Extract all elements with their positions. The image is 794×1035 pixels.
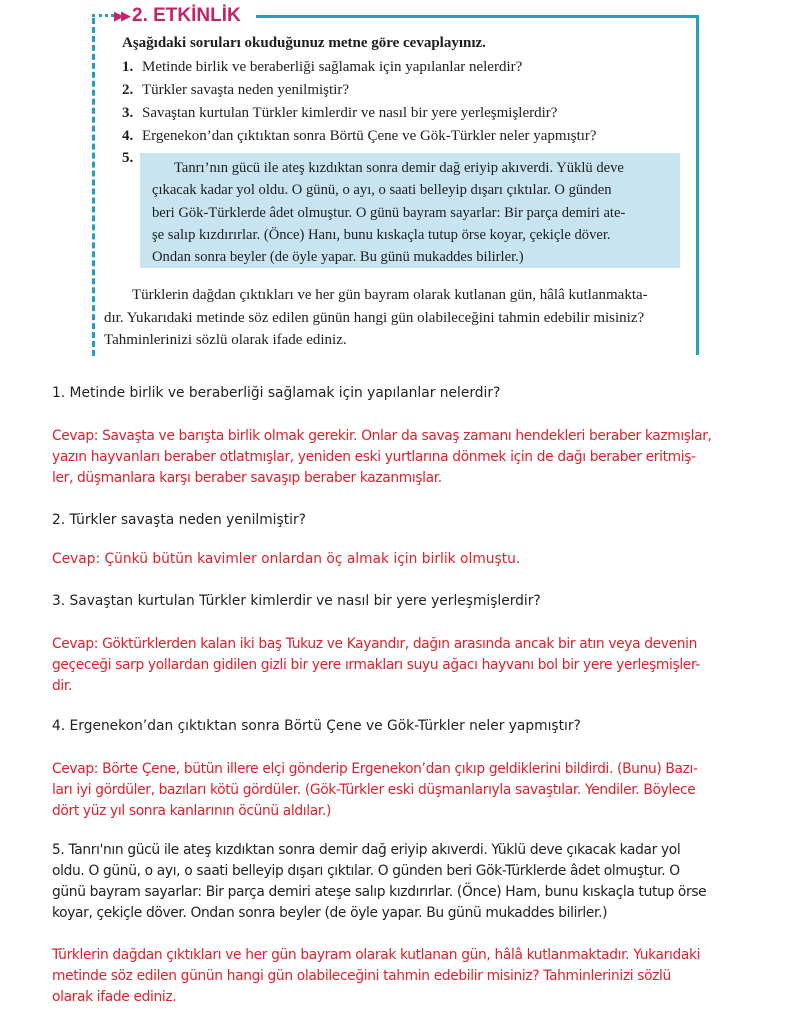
book-question-4 xyxy=(122,128,692,145)
activity-instruction: Aşağıdaki soruları okuduğunuz metne göre cevaplayınız. xyxy=(122,35,486,51)
question-text: Ergenekon’dan çıktıktan sonra Börtü Çene ve Gök-Türkler neler yapmıştır? xyxy=(142,128,597,144)
answer-line: olarak ifade ediniz. xyxy=(52,989,177,1005)
question-number: 2. xyxy=(122,82,134,98)
excerpt-line: Tanrı’nın gücü ile ateş kızdıktan sonra demir dağ eriyip akıverdi. Yüklü deve xyxy=(174,160,624,176)
answer-line: ler, düşmanlara karşı beraber savaşıp beraber kazanmışlar. xyxy=(52,470,442,486)
activity-header xyxy=(114,4,245,28)
question-number: 3. xyxy=(122,105,134,121)
answer-line: yazın hayvanları beraber otlatmışlar, yeniden eski yurtlarına dönmek için de dağı beraber eritmiş- xyxy=(52,449,696,465)
question-number: 4. xyxy=(122,128,134,144)
question-line: günü bayram sayarlar: Bir parça demiri ateşe salıp kızdırırlar. (Önce) Ham, bunu kıskaçla tutup örse xyxy=(52,884,707,900)
excerpt-line: beri Gök-Türklerde âdet olmuştur. O günü bayram sayarlar: Bir parça demiri ate- xyxy=(152,204,626,221)
answer-3 xyxy=(52,634,762,697)
question-line: oldu. O günü, o ayı, o saati belleyip dışarı çıktılar. O günden beri Gök-Türklerde âdet olmuştur. O xyxy=(52,863,680,879)
answer-line: ları iyi gördüler, bazıları kötü gördüler. (Gök-Türkler eski düşmanlarıyla savaştılar. Yendiler. Böylece xyxy=(52,782,696,798)
closing-line: Tahminlerinizi sözlü olarak ifade ediniz. xyxy=(104,332,347,348)
answer-2 xyxy=(52,549,762,570)
question-line: 5. Tanrı'nın gücü ile ateş kızdıktan sonra demir dağ eriyip akıverdi. Yüklü deve çıkacak kadar yol xyxy=(52,842,681,858)
answer-question-2: 2. Türkler savaşta neden yenilmiştir? xyxy=(52,512,306,528)
answer-question-3: 3. Savaştan kurtulan Türkler kimlerdir ve nasıl bir yere yerleşmişlerdir? xyxy=(52,593,541,609)
question-text: Türkler savaşta neden yenilmiştir? xyxy=(142,82,350,98)
answer-line: Cevap: Göktürklerden kalan iki baş Tukuz ve Kayandır, dağın arasında ancak bir atın veya devenin xyxy=(52,636,698,652)
excerpt-line: çıkacak kadar yol oldu. O günü, o ayı, o saati belleyip dışarı çıktılar. O günden xyxy=(152,182,612,199)
closing-line: dır. Yukarıdaki metinde söz edilen günün hangi gün olabileceğini tahmin edebilir misiniz? xyxy=(104,309,645,326)
answer-4 xyxy=(52,759,762,822)
book-question-2 xyxy=(122,82,692,99)
closing-line: Türklerin dağdan çıktıkları ve her gün bayram olarak kutlanan gün, hâlâ kutlanmakta- xyxy=(132,287,648,303)
excerpt-highlight-box xyxy=(140,153,680,268)
answer-line: Cevap: Çünkü bütün kavimler onlardan öç almak için birlik olmuştu. xyxy=(52,551,521,567)
excerpt-line: şe salıp kızdırırlar. (Önce) Hanı, bunu kıskaçla tutup örse koyar, çekiçle döver. xyxy=(152,226,611,243)
answer-5 xyxy=(52,945,762,1008)
textbook-activity-box xyxy=(0,0,794,360)
answer-question-1: 1. Metinde birlik ve beraberliği sağlamak için yapılanlar nelerdir? xyxy=(52,385,501,401)
activity-title: 2. ETKİNLİK xyxy=(132,5,241,26)
answer-question-5 xyxy=(52,840,762,924)
question-line: koyar, çekiçle döver. Ondan sonra beyler (de öyle yapar. Bu günü mukaddes bilirler.) xyxy=(52,905,608,921)
answer-line: Türklerin dağdan çıktıkları ve her gün bayram olarak kutlanan gün, hâlâ kutlanmaktadır. Yukarıdaki xyxy=(52,947,701,963)
answer-line: dört yüz yıl sonra kanlarının öcünü aldılar.) xyxy=(52,803,331,819)
frame-right-border xyxy=(696,15,699,355)
frame-dotted-lead xyxy=(92,14,114,17)
question-number: 5. xyxy=(122,150,134,166)
closing-paragraph xyxy=(104,284,692,352)
frame-top-border xyxy=(256,15,698,18)
answer-line: geçeceği sarp yollardan gidilen gizli bir yere ırmakları suyu ağacı hayvanı bol bir yere yerleşmişler- xyxy=(52,657,701,673)
answer-1 xyxy=(52,426,762,489)
answer-question-4: 4. Ergenekon’dan çıktıktan sonra Börtü Çene ve Gök-Türkler neler yapmıştır? xyxy=(52,718,581,734)
question-text: Metinde birlik ve beraberliği sağlamak için yapılanlar nelerdir? xyxy=(142,59,523,75)
question-text: Savaştan kurtulan Türkler kimlerdir ve nasıl bir yere yerleşmişlerdir? xyxy=(142,105,558,121)
double-arrow-icon: ▶▶ xyxy=(114,8,128,24)
book-question-3 xyxy=(122,105,692,122)
frame-left-dashed-border xyxy=(92,18,95,356)
question-number: 1. xyxy=(122,59,134,75)
book-question-1 xyxy=(122,59,692,76)
answer-line: Cevap: Börte Çene, bütün illere elçi gönderip Ergenekon’dan çıkıp geldiklerini bildirdi. (Bunu) Bazı- xyxy=(52,761,698,777)
answer-line: dir. xyxy=(52,678,72,694)
answer-line: metinde söz edilen günün hangi gün olabileceğini tahmin edebilir misiniz? Tahminlerinizi sözlü xyxy=(52,968,671,984)
answer-line: Cevap: Savaşta ve barışta birlik olmak gerekir. Onlar da savaş zamanı hendekleri beraber kazmışlar, xyxy=(52,428,712,444)
excerpt-line: Ondan sonra beyler (de öyle yapar. Bu günü mukaddes bilirler.) xyxy=(152,249,524,266)
